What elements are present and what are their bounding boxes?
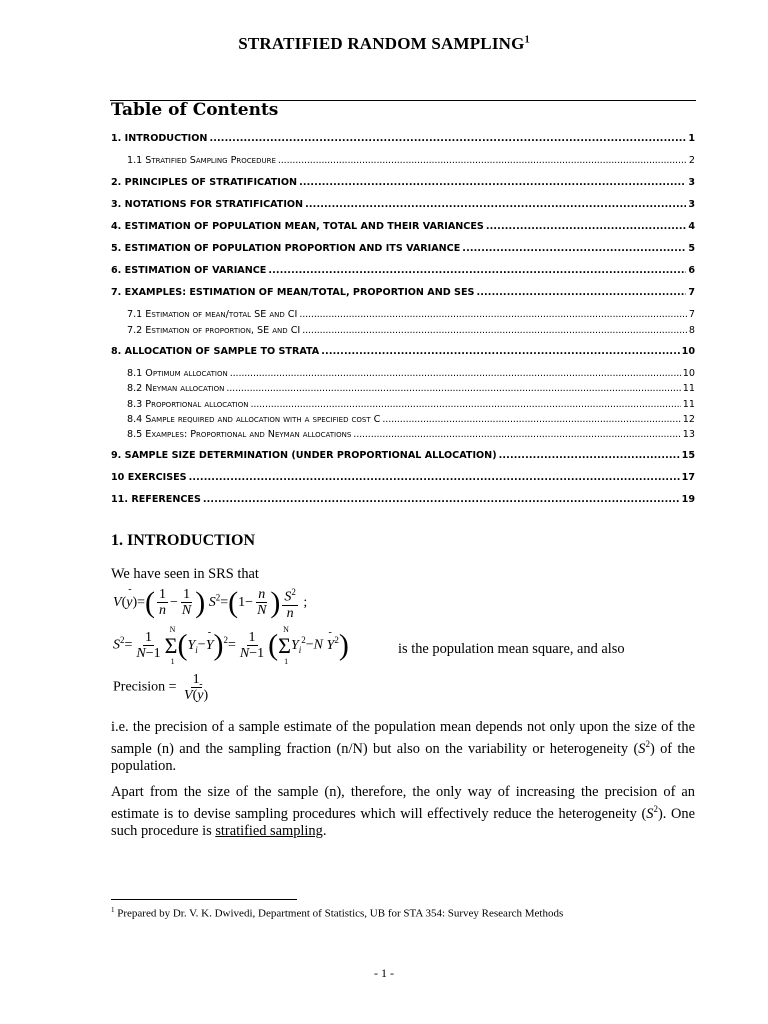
toc-entry-page: 3 [688, 177, 695, 188]
title-footnote-mark: 1 [524, 34, 530, 46]
toc-entry[interactable] [111, 325, 695, 338]
toc-entry-label: 8.1 Optimum allocation [127, 368, 228, 379]
toc-leader-dots [299, 309, 687, 320]
toc-entry[interactable] [111, 155, 695, 168]
paragraph-stratified: Apart from the size of the sample (n), therefore, the only way of increasing the precision of an estimate is to devise sampling procedures which will effectively reduce the heterogeneity $(S^2)$. One such procedure is stratified sampling. [111, 784, 696, 839]
precision-equation: Precision = $\frac{1}{V(- y)}$ [113, 672, 212, 703]
toc-entry[interactable] [111, 383, 695, 396]
toc-entry-label: 9. SAMPLE SIZE DETERMINATION (UNDER PROPORTIONAL ALLOCATION) [111, 450, 497, 461]
toc-leader-dots [203, 494, 680, 505]
toc-leader-dots [250, 399, 680, 410]
page-number: - 1 - [374, 966, 394, 980]
document-title [0, 34, 768, 54]
toc-entry-label: 10 EXERCISES [111, 472, 187, 483]
toc-entry-page: 13 [682, 429, 695, 440]
toc-entry-page: 7 [688, 309, 695, 320]
toc-entry[interactable] [111, 472, 695, 486]
toc-entry-label: 7. EXAMPLES: ESTIMATION OF MEAN/TOTAL, PROPORTION AND SES [111, 287, 475, 298]
toc-entry-page: 8 [688, 325, 695, 336]
toc-leader-dots [268, 265, 686, 276]
toc-entry-page: 11 [682, 383, 695, 394]
toc-entry[interactable] [111, 368, 695, 381]
paragraph-stratified-text: Apart from the size of the sample (n), therefore, the only way of increasing the precision of an estimate is to devise sampling procedures which will effectively reduce the heterogeneity [111, 784, 695, 822]
toc-leader-dots [321, 346, 679, 357]
toc-leader-dots [476, 287, 686, 298]
toc-entry-label: 6. ESTIMATION OF VARIANCE [111, 265, 267, 276]
toc-entry[interactable] [111, 414, 695, 427]
document-title-text: STRATIFIED RANDOM SAMPLING [238, 34, 525, 53]
toc-entry[interactable] [111, 450, 695, 464]
toc-entry-page: 15 [681, 450, 695, 461]
toc-leader-dots [278, 155, 687, 166]
paragraph-precision: i.e. the precision of a sample estimate of the population mean depends not only upon the size of the sample (n) and the sampling fraction (n/N) but also on the variability or heterogeneity $(S^2)$ of the population. [111, 719, 695, 774]
toc-entry[interactable] [111, 243, 695, 257]
toc-entry-label: 7.2 Estimation of proportion, SE and CI [127, 325, 301, 336]
toc-entry-label: 8.4 Sample required and allocation with a specified cost C [127, 414, 381, 425]
toc-entry-page: 6 [688, 265, 695, 276]
toc-leader-dots [353, 429, 680, 440]
toc-entry-page: 19 [681, 494, 695, 505]
toc-entry[interactable] [111, 287, 695, 301]
toc-entry[interactable] [111, 177, 695, 191]
toc-entry-label: 11. REFERENCES [111, 494, 201, 505]
toc-leader-dots [226, 383, 680, 394]
toc-leader-dots [305, 199, 686, 210]
toc-entry-page: 2 [688, 155, 695, 166]
toc-entry-page: 3 [688, 199, 695, 210]
toc-entry-label: 2. PRINCIPLES OF STRATIFICATION [111, 177, 298, 188]
toc-leader-dots [302, 325, 687, 336]
intro-text: We have seen in SRS that [111, 566, 259, 582]
section-heading: 1. INTRODUCTION [111, 532, 256, 549]
toc-leader-dots [486, 221, 687, 232]
toc-entry-page: 7 [688, 287, 695, 298]
paragraph-precision-end: of the population. [111, 740, 695, 774]
mean-square-equation: $S^2=$ $\frac{1}{N-1}$ Σ N 1 ($Y_i--$ Y)$^2$= $\frac{1}{N-1}$ (Σ N 1 $Y_i^2-N - Y^2$) [113, 630, 349, 661]
paragraph-stratified-mid: . One such procedure is [111, 805, 696, 839]
mean-square-description: is the population mean square, and also [398, 641, 625, 657]
toc-entry-label: 5. ESTIMATION OF POPULATION PROPORTION AND ITS VARIANCE [111, 243, 461, 254]
toc-leader-dots [462, 243, 686, 254]
toc-entry-label: 8.5 Examples: Proportional and Neyman allocations [127, 429, 352, 440]
toc-entry-page: 5 [688, 243, 695, 254]
toc-entry-label: 7.1 Estimation of mean/total SE and CI [127, 309, 298, 320]
footnote-text: Prepared by Dr. V. K. Dwivedi, Department of Statistics, UB for STA 354: Survey Research Methods [117, 907, 564, 920]
toc-entry-page: 12 [682, 414, 695, 425]
stratified-sampling-term: stratified sampling [215, 822, 323, 839]
toc-entry-page: 17 [681, 472, 695, 483]
toc-entry-label: 1.1 Stratified Sampling Procedure [127, 155, 276, 166]
paragraph-precision-text: i.e. the precision of a sample estimate of the population mean depends not only upon the size of the sample (n) and the sampling fraction (n/N) but also on the variability or heterogeneity [111, 719, 695, 757]
toc-heading: Table of Contents [111, 100, 279, 120]
toc-leader-dots [382, 414, 680, 425]
footnote-mark: 1 [111, 906, 115, 914]
toc-entry-label: 8.3 Proportional allocation [127, 399, 249, 410]
precision-label: Precision [113, 679, 166, 695]
toc-entry[interactable] [111, 133, 695, 147]
footnote-divider [111, 899, 297, 900]
variance-equation: V(- y)=( $\frac{1}{n}$ − $\frac{1}{N}$ ) $S^2=(1-$ $\frac{n}{N}$ ) $\frac{S^2}{n}$ ; [113, 585, 307, 621]
toc-entry-page: 10 [681, 346, 695, 357]
toc-entry[interactable] [111, 199, 695, 213]
toc-entry-page: 4 [688, 221, 695, 232]
toc-entry[interactable] [111, 399, 695, 412]
toc-entry[interactable] [111, 309, 695, 322]
footnote [111, 906, 563, 920]
toc-leader-dots [189, 472, 680, 483]
toc-entry-page: 11 [682, 399, 695, 410]
toc-entry[interactable] [111, 346, 695, 360]
toc-entry-label: 8. ALLOCATION OF SAMPLE TO STRATA [111, 346, 320, 357]
toc-entry-label: 3. NOTATIONS FOR STRATIFICATION [111, 199, 304, 210]
toc-leader-dots [230, 368, 681, 379]
toc-entry-label: 8.2 Neyman allocation [127, 383, 225, 394]
toc-entry-label: 4. ESTIMATION OF POPULATION MEAN, TOTAL AND THEIR VARIANCES [111, 221, 484, 232]
toc-entry-page: 1 [688, 133, 695, 144]
paragraph-stratified-end: . [322, 822, 327, 839]
toc-leader-dots [209, 133, 686, 144]
toc-leader-dots [499, 450, 680, 461]
toc-entry[interactable] [111, 494, 695, 508]
toc-entry[interactable] [111, 265, 695, 279]
toc-entry-label: 1. INTRODUCTION [111, 133, 208, 144]
toc-entry[interactable] [111, 221, 695, 235]
toc-leader-dots [299, 177, 686, 188]
toc-entry[interactable] [111, 429, 695, 442]
toc-entry-page: 10 [682, 368, 695, 379]
